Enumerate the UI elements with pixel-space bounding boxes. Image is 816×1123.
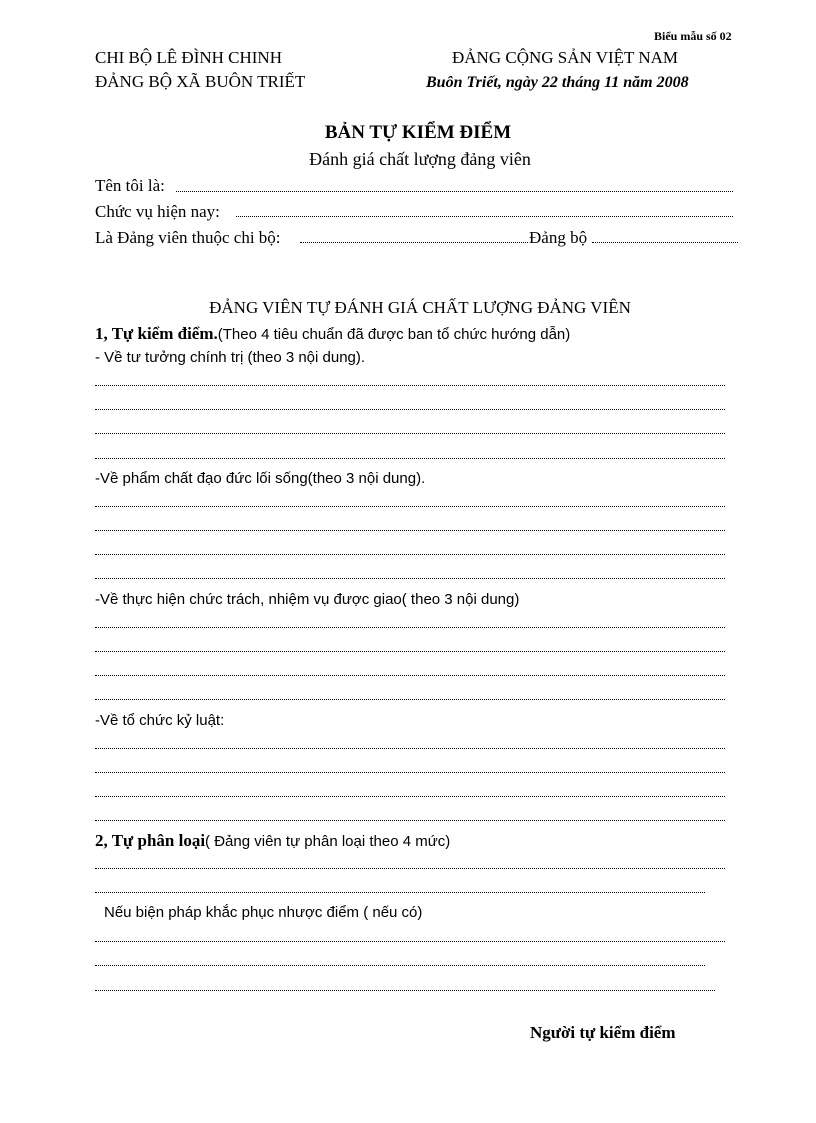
part1-heading <box>95 324 570 344</box>
answer-line[interactable] <box>95 748 725 749</box>
position-label: Chức vụ hiện nay: <box>95 202 220 221</box>
answer-line[interactable] <box>95 409 725 410</box>
answer-line[interactable] <box>95 578 725 579</box>
answer-line[interactable] <box>95 772 725 773</box>
party-cell-name: CHI BỘ LÊ ĐÌNH CHINH <box>95 48 282 67</box>
party-committee-field <box>529 228 587 248</box>
place-date: Buôn Triết, ngày 22 tháng 11 năm 2008 <box>426 74 689 91</box>
answer-line[interactable] <box>95 675 725 676</box>
answer-line[interactable] <box>95 820 725 821</box>
party-committee-label: Đảng bộ <box>529 228 588 247</box>
part1-note: (Theo 4 tiêu chuẩn đã được ban tổ chức hướng dẫn) <box>217 326 571 343</box>
answer-line[interactable] <box>95 530 725 531</box>
remedy-item: Nếu biện pháp khắc phục nhược điểm ( nếu có) <box>104 904 423 921</box>
answer-line[interactable] <box>95 627 725 628</box>
answer-line[interactable] <box>95 458 725 459</box>
party-name: ĐẢNG CỘNG SẢN VIỆT NAM <box>452 48 679 67</box>
answer-line[interactable] <box>95 651 725 652</box>
signature-label: Người tự kiểm điểm <box>530 1023 676 1042</box>
party-committee-name: ĐẢNG BỘ XÃ BUÔN TRIẾT <box>95 72 306 91</box>
document-subtitle: Đánh giá chất lượng đảng viên <box>309 149 531 169</box>
form-code: Biểu mẫu số 02 <box>654 29 732 43</box>
answer-line[interactable] <box>95 796 725 797</box>
answer-line[interactable] <box>95 892 705 893</box>
name-blank[interactable] <box>176 191 733 192</box>
part1-label: 1, Tự kiểm điểm. <box>95 324 218 343</box>
answer-line[interactable] <box>95 868 725 869</box>
section-heading: ĐẢNG VIÊN TỰ ĐÁNH GIÁ CHẤT LƯỢNG ĐẢNG VIÊN <box>209 298 631 317</box>
answer-line[interactable] <box>95 699 725 700</box>
item-duties: -Về thực hiện chức trách, nhiệm vụ được giao( theo 3 nội dung) <box>95 591 520 608</box>
answer-line[interactable] <box>95 385 725 386</box>
branch-blank[interactable] <box>300 242 528 243</box>
position-field <box>95 202 220 222</box>
answer-line[interactable] <box>95 554 725 555</box>
document-title: BẢN TỰ KIỂM ĐIỂM <box>324 122 512 143</box>
answer-line[interactable] <box>95 506 725 507</box>
party-committee-blank[interactable] <box>592 242 738 243</box>
branch-label: Là Đảng viên thuộc chi bộ: <box>95 228 281 247</box>
part2-heading <box>95 831 450 851</box>
item-discipline: -Về tổ chức kỷ luật: <box>95 712 225 729</box>
answer-line[interactable] <box>95 965 705 966</box>
answer-line[interactable] <box>95 433 725 434</box>
name-field <box>95 176 165 196</box>
part2-note: ( Đảng viên tự phân loại theo 4 mức) <box>205 833 451 850</box>
position-blank[interactable] <box>236 216 733 217</box>
part2-label: 2, Tự phân loại <box>95 831 206 850</box>
item-moral-lifestyle: -Về phẩm chất đạo đức lối sống(theo 3 nội dung). <box>95 470 426 487</box>
branch-field <box>95 228 281 248</box>
item-political-ideology: - Về tư tưởng chính trị (theo 3 nội dung). <box>95 349 366 366</box>
name-label: Tên tôi là: <box>95 176 165 195</box>
answer-line[interactable] <box>95 990 715 991</box>
answer-line[interactable] <box>95 941 725 942</box>
